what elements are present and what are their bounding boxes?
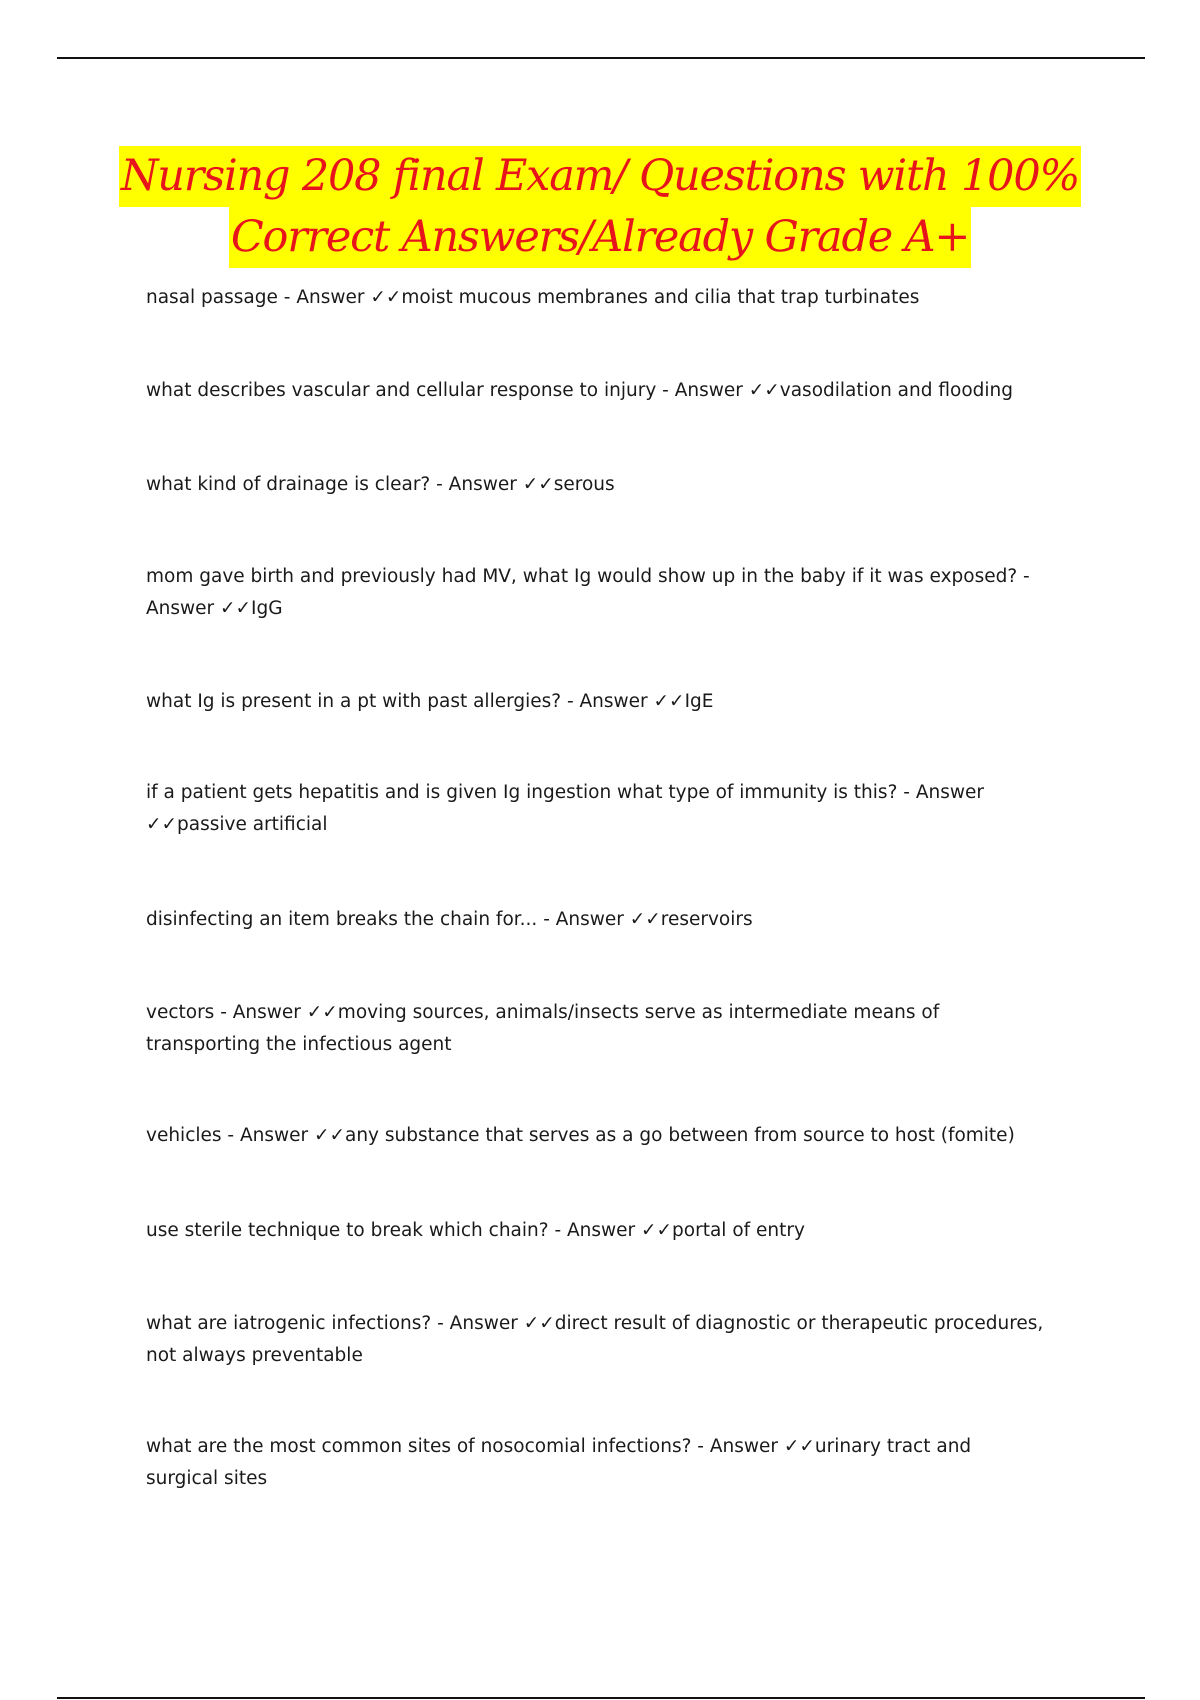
answer-text: moving sources, animals/insects serve as intermediate means of transporting the infectious agent (146, 1002, 940, 1055)
answer-text: portal of entry (672, 1220, 805, 1241)
answer-marker: - Answer ✓✓ (214, 1002, 338, 1023)
answer-text: serous (553, 474, 615, 495)
question-text: nasal passage (146, 287, 278, 308)
answer-text: direct result of diagnostic or therapeutic procedures, not always preventable (146, 1313, 1044, 1366)
question-text: what kind of drainage is clear? (146, 474, 431, 495)
answer-marker: - Answer ✓✓ (537, 909, 661, 930)
answer-text: vasodilation and flooding (779, 380, 1014, 401)
answer-text: moist mucous membranes and cilia that trap turbinates (401, 287, 920, 308)
title-line-1: Nursing 208 final Exam/ Questions with 100% (119, 146, 1081, 207)
bottom-rule (57, 1697, 1145, 1699)
qa-item (146, 1308, 1046, 1372)
qa-item (146, 469, 1046, 501)
answer-marker: - Answer ✓✓ (221, 1125, 345, 1146)
question-text: disinfecting an item breaks the chain for... (146, 909, 538, 930)
document-title (0, 146, 1200, 268)
answer-marker: - Answer ✓✓ (548, 1220, 673, 1241)
qa-item (146, 1215, 1046, 1247)
answer-marker: - Answer ✓✓ (561, 691, 685, 712)
answer-text: IgE (684, 691, 714, 712)
qa-item (146, 686, 1046, 718)
qa-item (146, 1431, 1046, 1495)
answer-text: any substance that serves as a go between from source to host (fomite) (345, 1125, 1015, 1146)
qa-item (146, 777, 1046, 841)
qa-item (146, 561, 1046, 625)
question-text: what are iatrogenic infections? (146, 1313, 432, 1334)
answer-text: IgG (251, 598, 283, 619)
answer-marker: - Answer ✓✓ (146, 782, 984, 835)
title-line-2: Correct Answers/Already Grade A+ (229, 207, 971, 268)
top-rule (57, 57, 1145, 59)
answer-text: passive artificial (177, 814, 328, 835)
question-text: what Ig is present in a pt with past allergies? (146, 691, 562, 712)
answer-marker: - Answer ✓✓ (277, 287, 402, 308)
answer-text: reservoirs (660, 909, 753, 930)
qa-item (146, 282, 1046, 314)
question-text: vehicles (146, 1125, 222, 1146)
question-text: mom gave birth and previously had MV, what Ig would show up in the baby if it was exposed? (146, 566, 1018, 587)
answer-marker: - Answer ✓✓ (146, 566, 1030, 619)
answer-marker: - Answer ✓✓ (431, 1313, 555, 1334)
answer-marker: - Answer ✓✓ (656, 380, 780, 401)
question-text: what are the most common sites of nosocomial infections? (146, 1436, 692, 1457)
qa-item (146, 1120, 1046, 1152)
answer-marker: - Answer ✓✓ (430, 474, 554, 495)
qa-item (146, 375, 1046, 407)
qa-item (146, 997, 1046, 1061)
qa-item (146, 904, 1046, 936)
question-text: vectors (146, 1002, 215, 1023)
answer-marker: - Answer ✓✓ (691, 1436, 815, 1457)
question-text: use sterile technique to break which chain? (146, 1220, 549, 1241)
question-text: what describes vascular and cellular response to injury (146, 380, 657, 401)
question-text: if a patient gets hepatitis and is given Ig ingestion what type of immunity is this? (146, 782, 898, 803)
answer-text: urinary tract and surgical sites (146, 1436, 972, 1489)
